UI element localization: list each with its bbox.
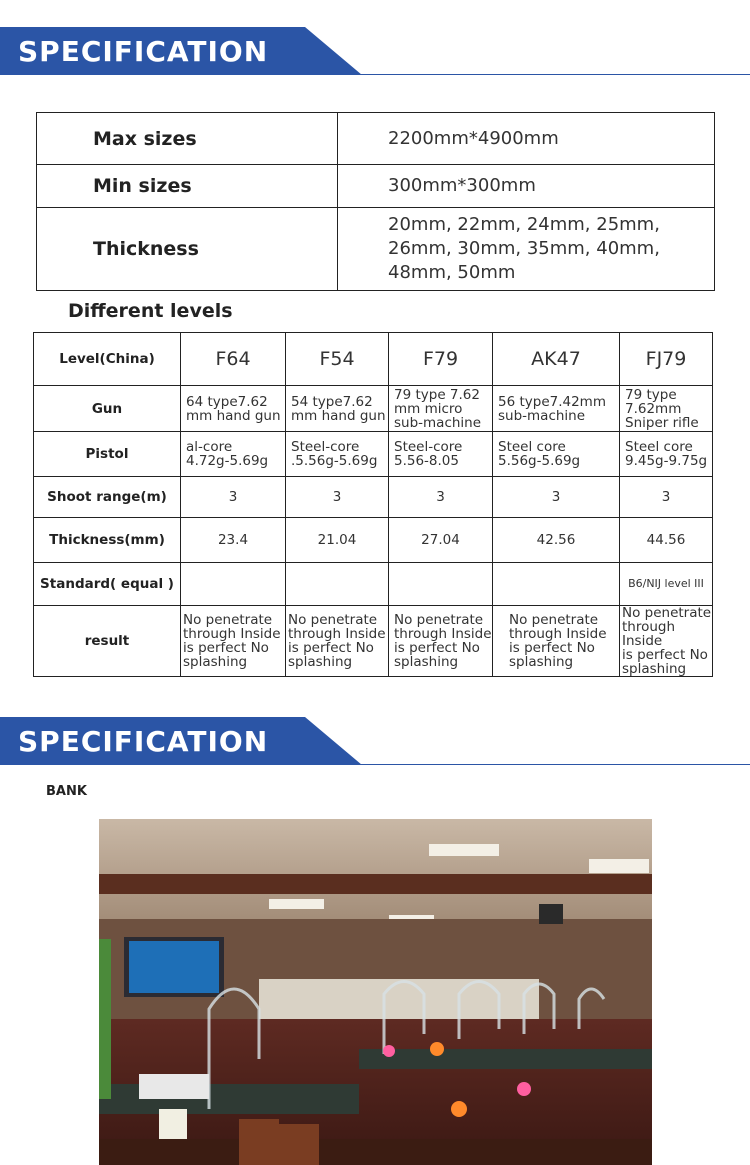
max-sizes-value: 2200mm*4900mm bbox=[338, 113, 715, 165]
min-sizes-value: 300mm*300mm bbox=[338, 165, 715, 208]
bank-photo bbox=[99, 819, 652, 1165]
table-row bbox=[37, 113, 715, 165]
sizes-table bbox=[36, 112, 715, 291]
min-sizes-label: Min sizes bbox=[37, 165, 338, 208]
levels-table bbox=[33, 332, 713, 677]
table-row: Thickness(mm) 23.4 21.04 27.04 42.56 44.56 bbox=[34, 518, 713, 563]
table-row bbox=[37, 208, 715, 291]
banner-title: SPECIFICATION bbox=[18, 725, 269, 758]
bank-label: BANK bbox=[46, 784, 87, 799]
table-row: result No penetrate through Inside is perfect No splashing No penetrate through Inside is perfect No splashing No penetrate through Inside is perfect No splashing No penetrate through Inside is perfect No splashing No penetrate through Inside is perfect No splashing bbox=[34, 606, 713, 677]
banner-title: SPECIFICATION bbox=[18, 35, 269, 68]
table-row: Pistol al-core 4.72g-5.69g Steel-core .5.56g-5.69g Steel-core 5.56-8.05 Steel core 5.56g-5.69g Steel core 9.45g-9.75g bbox=[34, 432, 713, 477]
max-sizes-label: Max sizes bbox=[37, 113, 338, 165]
table-row: Shoot range(m) 3 3 3 3 3 bbox=[34, 477, 713, 518]
bank-interior-image bbox=[99, 819, 652, 1165]
table-row: Gun 64 type7.62 mm hand gun 54 type7.62 mm hand gun 79 type 7.62 mm micro sub-machine 56 type7.42mm sub-machine 79 type 7.62mm Sniper rifle bbox=[34, 386, 713, 432]
table-row: Level(China) F64 F54 F79 AK47 FJ79 bbox=[34, 333, 713, 386]
thickness-label: Thickness bbox=[37, 208, 338, 291]
spec-banner-bottom bbox=[0, 717, 750, 765]
spec-banner-top bbox=[0, 27, 750, 75]
table-row: Standard( equal ) B6/NIJ level III bbox=[34, 563, 713, 606]
table-row bbox=[37, 165, 715, 208]
levels-title: Different levels bbox=[68, 300, 233, 322]
thickness-value: 20mm, 22mm, 24mm, 25mm, 26mm, 30mm, 35mm, 40mm, 48mm, 50mm bbox=[338, 208, 715, 291]
